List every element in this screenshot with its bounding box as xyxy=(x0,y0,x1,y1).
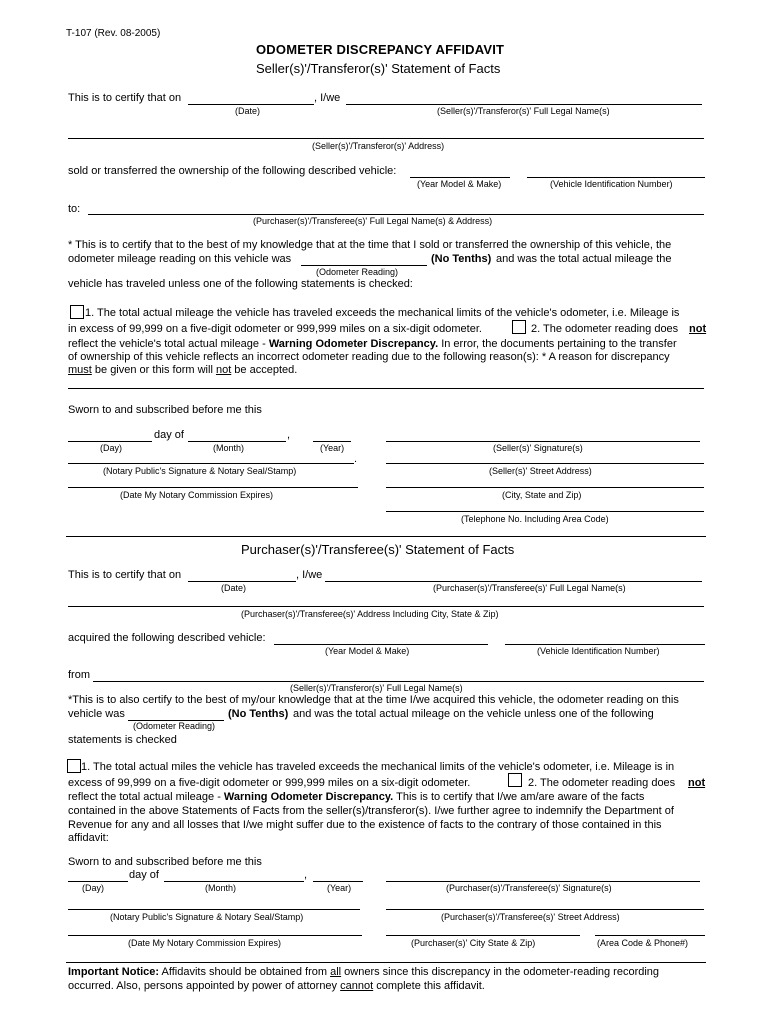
purchaser-vin-field[interactable] xyxy=(505,644,705,645)
purchaser-odometer-label: (Odometer Reading) xyxy=(133,721,216,731)
seller-signature-label: (Seller(s)' Signature(s) xyxy=(493,443,583,453)
seller-year-label: (Year Model & Make) xyxy=(417,179,502,189)
purchaser-acquired-text: acquired the following described vehicle: xyxy=(68,632,266,644)
seller-statement-line2a: odometer mileage reading on this vehicle was xyxy=(68,253,292,265)
seller-option2-line2: reflect the vehicle's total actual mileage - Warning Odometer Discrepancy. In error, the documents pertaining to the transfer xyxy=(68,338,677,350)
purchaser-phone-label: (Area Code & Phone#) xyxy=(597,938,689,948)
form-number: T-107 (Rev. 08-2005) xyxy=(66,28,161,39)
purchaser-commission-label: (Date My Notary Commission Expires) xyxy=(128,938,282,948)
seller-dot: . xyxy=(354,453,358,465)
form-title: ODOMETER DISCREPANCY AFFIDAVIT xyxy=(256,42,505,57)
purchaser-option2-text: 2. The odometer reading does xyxy=(528,777,676,789)
purchaser-street-field[interactable] xyxy=(386,909,704,910)
purchaser-section-heading: Purchaser(s)'/Transferee(s)' Statement of Facts xyxy=(241,542,515,557)
purchaser-commission-field[interactable] xyxy=(68,935,362,936)
purchaser-from-label: from xyxy=(68,669,90,681)
purchaser-day-label: (Day) xyxy=(82,883,104,893)
seller-street-label: (Seller(s)' Street Address) xyxy=(489,466,592,476)
important-notice-line2: occurred. Also, persons appointed by power of attorney cannot complete this affidavit. xyxy=(68,980,485,992)
seller-statement-line3: vehicle has traveled unless one of the following statements is checked: xyxy=(68,278,413,290)
seller-option1-line1: 1. The total actual mileage the vehicle has traveled exceeds the mechanical limits of the vehicle's odometer, i.e. Mileage is xyxy=(85,307,680,319)
seller-commission-label: (Date My Notary Commission Expires) xyxy=(120,490,274,500)
purchaser-notary-label: (Notary Public's Signature & Notary Seal/Stamp) xyxy=(110,912,304,922)
purchaser-city-label: (Purchaser(s)' City State & Zip) xyxy=(411,938,536,948)
seller-vin-label: (Vehicle Identification Number) xyxy=(550,179,673,189)
seller-commission-field[interactable] xyxy=(68,487,358,488)
seller-address-label: (Seller(s)'/Transferor(s)' Address) xyxy=(312,141,445,151)
seller-names-field[interactable] xyxy=(346,104,702,105)
purchaser-option2-line3: contained in the above Statements of Facts from the seller(s)/transferor(s). I/we further agree to indemnify the Department of xyxy=(68,805,674,817)
seller-option2-not: not xyxy=(689,323,707,335)
purchaser-seller-names-field[interactable] xyxy=(93,681,704,682)
seller-sold-text: sold or transferred the ownership of the following described vehicle: xyxy=(68,165,397,177)
seller-option1-line2: in excess of 99,999 on a five-digit odometer or 999,999 miles on a six-digit odometer. xyxy=(68,323,482,335)
purchaser-option2-line4: Revenue for any and all losses that I/we might suffer due to the existence of facts to the contrary of those contained in this xyxy=(68,819,662,831)
section-divider xyxy=(66,536,706,537)
purchaser-statement-line3: statements is checked xyxy=(68,734,177,746)
seller-month-label: (Month) xyxy=(213,443,245,453)
seller-reason-field[interactable] xyxy=(68,388,704,389)
seller-day-label: (Day) xyxy=(100,443,122,453)
purchaser-comma: , xyxy=(304,869,308,881)
seller-year-field[interactable] xyxy=(410,177,510,178)
seller-option1-checkbox[interactable] xyxy=(70,305,84,319)
seller-city-field[interactable] xyxy=(386,487,704,488)
seller-statement-line1: * This is to certify that to the best of my knowledge that at the time that I sold or transferred the ownership of this vehicle, the xyxy=(68,239,672,251)
seller-day-of: day of xyxy=(154,429,184,441)
seller-street-field[interactable] xyxy=(386,463,704,464)
seller-option2-checkbox[interactable] xyxy=(512,320,526,334)
purchaser-city-field[interactable] xyxy=(386,935,580,936)
purchaser-certify-prefix: This is to certify that on xyxy=(68,569,182,581)
seller-date-field[interactable] xyxy=(188,104,314,105)
seller-names-label: (Seller(s)'/Transferor(s)' Full Legal Name(s) xyxy=(437,106,610,116)
purchaser-notary-month-field[interactable] xyxy=(164,881,304,882)
purchaser-names-label: (Purchaser(s)'/Transferee(s)' Full Legal Name(s) xyxy=(433,583,626,593)
purchaser-date-label: (Date) xyxy=(221,583,247,593)
purchaser-year-plain-label: (Year) xyxy=(327,883,352,893)
purchaser-notary-day-field[interactable] xyxy=(68,881,128,882)
purchaser-names-field[interactable] xyxy=(325,581,702,582)
seller-sworn-text: Sworn to and subscribed before me this xyxy=(68,404,262,416)
purchaser-address-field[interactable] xyxy=(68,606,704,607)
important-notice-line1: Important Notice: Affidavits should be obtained from all owners since this discrepancy in the odometer-reading recording xyxy=(68,966,660,978)
purchaser-option2-not: not xyxy=(688,777,706,789)
purchaser-day-of: day of xyxy=(129,869,159,881)
seller-phone-field[interactable] xyxy=(386,511,704,512)
seller-purchaser-label: (Purchaser(s)'/Transferee(s)' Full Legal Name(s) & Address) xyxy=(253,216,493,226)
seller-notary-day-field[interactable] xyxy=(68,441,152,442)
purchaser-street-label: (Purchaser(s)'/Transferee(s)' Street Address) xyxy=(441,912,620,922)
purchaser-signature-label: (Purchaser(s)'/Transferee(s)' Signature(s) xyxy=(446,883,612,893)
purchaser-date-field[interactable] xyxy=(188,581,296,582)
seller-to-label: to: xyxy=(68,203,81,215)
purchaser-phone-field[interactable] xyxy=(595,935,705,936)
seller-option2-line3: of ownership of this vehicle reflects an incorrect odometer reading due to the following reason(s): * A reason for discrepancy xyxy=(68,351,670,363)
seller-notary-signature-field[interactable] xyxy=(68,463,354,464)
seller-year-plain-label: (Year) xyxy=(320,443,345,453)
purchaser-option2-line5: affidavit: xyxy=(68,832,109,844)
purchaser-no-tenths: (No Tenths) xyxy=(228,708,289,720)
purchaser-iwe-text: , I/we xyxy=(296,569,323,581)
purchaser-option2-checkbox[interactable] xyxy=(508,773,522,787)
seller-notary-year-field[interactable] xyxy=(313,441,351,442)
purchaser-sworn-text: Sworn to and subscribed before me this xyxy=(68,856,262,868)
purchaser-option1-line1: 1. The total actual miles the vehicle has traveled exceeds the mechanical limits of the vehicle's odometer, i.e. Mileage is in xyxy=(81,761,675,773)
notice-divider xyxy=(66,962,706,963)
seller-address-field[interactable] xyxy=(68,138,704,139)
seller-iwe-text: , I/we xyxy=(314,92,341,104)
seller-option2-text: 2. The odometer reading does xyxy=(531,323,679,335)
purchaser-seller-names-label: (Seller(s)'/Transferor(s)' Full Legal Name(s) xyxy=(290,683,463,693)
seller-odometer-label: (Odometer Reading) xyxy=(316,267,399,277)
purchaser-statement-line2a: vehicle was xyxy=(68,708,125,720)
purchaser-address-label: (Purchaser(s)'/Transferee(s)' Address Including City, State & Zip) xyxy=(241,609,499,619)
purchaser-year-field[interactable] xyxy=(274,644,488,645)
seller-purchaser-field[interactable] xyxy=(88,214,704,215)
seller-option2-line4: must be given or this form will not be accepted. xyxy=(68,364,298,376)
seller-signature-field[interactable] xyxy=(386,441,700,442)
seller-statement-line2b: and was the total actual mileage the xyxy=(496,253,672,265)
purchaser-notary-year-field[interactable] xyxy=(313,881,363,882)
seller-city-label: (City, State and Zip) xyxy=(502,490,582,500)
seller-phone-label: (Telephone No. Including Area Code) xyxy=(461,514,609,524)
purchaser-vin-label: (Vehicle Identification Number) xyxy=(537,646,660,656)
seller-certify-prefix: This is to certify that on xyxy=(68,92,182,104)
seller-vin-field[interactable] xyxy=(527,177,705,178)
purchaser-option1-line2: excess of 99,999 on a five-digit odometer or 999,999 miles on a six-digit odometer. xyxy=(68,777,471,789)
seller-notary-label: (Notary Public's Signature & Notary Seal/Stamp) xyxy=(103,466,297,476)
seller-odometer-field[interactable] xyxy=(301,265,427,266)
seller-notary-month-field[interactable] xyxy=(188,441,286,442)
purchaser-statement-line2b: and was the total actual mileage on the vehicle unless one of the following xyxy=(293,708,654,720)
seller-section-heading: Seller(s)'/Transferor(s)' Statement of Facts xyxy=(256,61,501,76)
seller-date-label: (Date) xyxy=(235,106,261,116)
seller-no-tenths: (No Tenths) xyxy=(431,253,492,265)
purchaser-year-label: (Year Model & Make) xyxy=(325,646,410,656)
purchaser-option2-line2: reflect the total actual mileage - Warning Odometer Discrepancy. This is to certify that I/we am/are aware of the facts xyxy=(68,791,645,803)
purchaser-statement-line1: *This is to also certify to the best of my/our knowledge that at the time I/we acquired this vehicle, the odometer reading on this xyxy=(68,694,679,706)
purchaser-notary-signature-field[interactable] xyxy=(68,909,360,910)
seller-comma: , xyxy=(287,429,291,441)
purchaser-month-label: (Month) xyxy=(205,883,237,893)
purchaser-signature-field[interactable] xyxy=(386,881,700,882)
purchaser-option1-checkbox[interactable] xyxy=(67,759,81,773)
